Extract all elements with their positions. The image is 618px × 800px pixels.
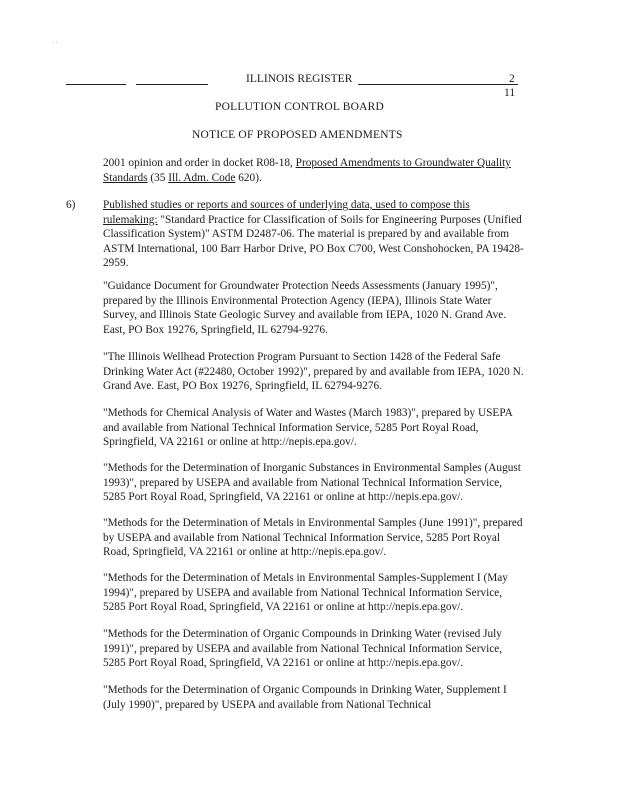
- section-number: 6): [66, 199, 76, 211]
- header-rule-left-2: [136, 84, 208, 85]
- header-rule-right: [358, 84, 518, 85]
- section6-first-reference: "Standard Practice for Classification of Soils for Engineering Purposes (Unified Classification System)" ASTM D2487-06. The material is prepared by and available from ASTM International, 100 Barr Harbor Drive, PO Box C700, West Conshohocken, PA 19428-2959.: [103, 213, 524, 270]
- section6-heading: Published studies or reports and sources of underlying data, used to compose this rulemaking:: [103, 199, 470, 226]
- section6-paragraph: [103, 198, 525, 271]
- intro-rulemaking-title: Proposed Amendments to Groundwater Quality Standards: [103, 157, 511, 184]
- notice-title: NOTICE OF PROPOSED AMENDMENTS: [192, 129, 403, 141]
- board-title: POLLUTION CONTROL BOARD: [215, 101, 385, 113]
- reference-item: "Methods for the Determination of Organic Compounds in Drinking Water, Supplement I (July 1990)", prepared by USEPA and available from National Technical: [103, 684, 507, 711]
- reference-item: "Methods for Chemical Analysis of Water and Wastes (March 1983)", prepared by USEPA and available from National Technical Information Service, 5285 Port Royal Road, Springfield, VA 22161 or online at http://nepis.epa.gov/.: [103, 407, 513, 449]
- reference-item: "Methods for the Determination of Inorganic Substances in Environmental Samples (August 1993)", prepared by USEPA and available from National Technical Information Service, 5285 Port Royal Road, Springfield, VA 22161 or online at http://nepis.epa.gov/.: [103, 462, 521, 504]
- reference-item: "Methods for the Determination of Metals in Environmental Samples-Supplement I (May 1994)", prepared by USEPA and available from National Technical Information Service, 5285 Port Royal Road, Springfield, VA 22161 or online at http://nepis.epa.gov/.: [103, 572, 508, 614]
- sub-page-number: 11: [504, 87, 516, 99]
- reference-item: "The Illinois Wellhead Protection Program Pursuant to Section 1428 of the Federal Safe Drinking Water Act (#22480, October 1992)", prepared by and available from IEPA, 1020 N. Grand Ave. East, PO Box 19276, Springfield, IL 62794-9276.: [103, 351, 524, 393]
- page-corner-mark: · ·: [52, 40, 58, 46]
- header-rule-left-1: [66, 84, 126, 85]
- intro-citation: Ill. Adm. Code: [168, 171, 236, 184]
- intro-paragraph: [103, 156, 525, 185]
- intro-mid: (35: [147, 171, 169, 184]
- intro-post: 620).: [235, 171, 262, 184]
- register-title: ILLINOIS REGISTER: [246, 73, 353, 85]
- reference-item: "Methods for the Determination of Metals in Environmental Samples (June 1991)", prepared by USEPA and available from National Technical Information Service, 5285 Port Royal Road, Springfield, VA 22161 or online at http://nepis.epa.gov/.: [103, 517, 523, 559]
- intro-pre: 2001 opinion and order in docket R08-18,: [103, 157, 296, 169]
- page-number: 2: [509, 73, 515, 85]
- reference-item: "Methods for the Determination of Organic Compounds in Drinking Water (revised July 1991)", prepared by USEPA and available from National Technical Information Service, 5285 Port Royal Road, Springfield, VA 22161 or online at http://nepis.epa.gov/.: [103, 628, 503, 670]
- reference-item: "Guidance Document for Groundwater Protection Needs Assessments (January 1995)", prepared by the Illinois Environmental Protection Agency (IEPA), Illinois State Water Survey, and Illinois State Geologic Survey and available from IEPA, 1020 N. Grand Ave. East, PO Box 19276, Springfield, IL 62794-9276.: [103, 280, 507, 336]
